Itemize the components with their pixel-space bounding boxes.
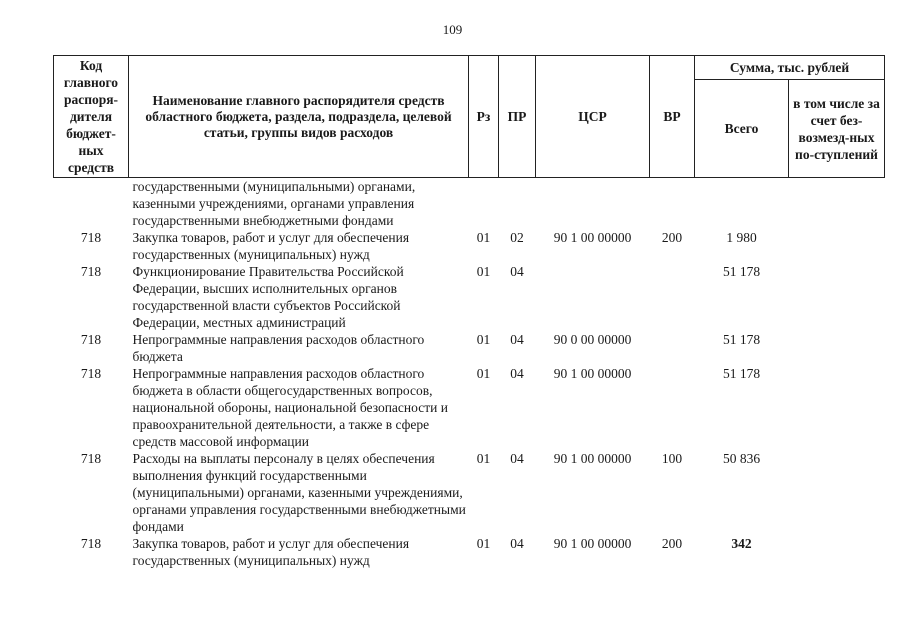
cell-total: 51 178 <box>722 264 761 279</box>
cell-incl <box>789 331 885 365</box>
cell-rz: 01 <box>476 451 491 466</box>
header-rz: Рз <box>469 56 499 178</box>
cell-total: 342 <box>731 536 752 551</box>
cell-csr <box>536 178 650 230</box>
cell-code: 718 <box>80 230 102 245</box>
cell-incl <box>789 365 885 450</box>
header-total: Всего <box>695 80 789 178</box>
cell-pr: 04 <box>510 332 524 347</box>
cell-total: 51 178 <box>722 332 761 347</box>
cell-vr <box>650 263 695 331</box>
table-row <box>54 331 885 365</box>
header-code: Код главного распоря-дителя бюджет-ных средств <box>54 56 129 178</box>
page-number: 109 <box>442 22 463 37</box>
table-row <box>54 178 885 230</box>
cell-vr: 100 <box>661 451 683 466</box>
cell-rz <box>469 178 499 230</box>
cell-rz: 01 <box>476 332 491 347</box>
cell-csr <box>536 263 650 331</box>
cell-code: 718 <box>80 366 102 381</box>
cell-pr: 04 <box>510 366 524 381</box>
table-row <box>54 450 885 535</box>
cell-name: Непрограммные направления расходов областного бюджета в области общегосударственных вопросов, национальной обороны, национальной безопасности и правоохранительной деятельности, а также в сфере средств массовой информации <box>132 366 448 449</box>
cell-vr: 200 <box>661 230 683 245</box>
cell-total <box>695 178 789 230</box>
cell-pr: 04 <box>510 536 524 551</box>
cell-rz: 01 <box>476 264 491 279</box>
cell-csr: 90 1 00 00000 <box>553 536 632 551</box>
cell-pr: 02 <box>510 230 524 245</box>
header-name: Наименование главного распорядителя средств областного бюджета, раздела, подраздела, целевой статьи, группы видов расходов <box>129 56 469 178</box>
table-row <box>54 365 885 450</box>
cell-rz: 01 <box>476 366 491 381</box>
header-incl: в том числе за счет без-возмезд-ных по-ступлений <box>789 80 885 178</box>
cell-code: 718 <box>80 451 102 466</box>
header-csr: ЦСР <box>536 56 650 178</box>
cell-name: Непрограммные направления расходов областного бюджета <box>132 332 425 364</box>
cell-total: 1 980 <box>726 230 757 245</box>
cell-rz: 01 <box>476 230 491 245</box>
cell-incl <box>789 263 885 331</box>
cell-csr: 90 0 00 00000 <box>553 332 632 347</box>
cell-code <box>54 178 129 230</box>
cell-total: 51 178 <box>722 366 761 381</box>
cell-code: 718 <box>80 332 102 347</box>
cell-rz: 01 <box>476 536 491 551</box>
cell-pr: 04 <box>510 451 524 466</box>
cell-name: Функционирование Правительства Российской Федерации, высших исполнительных органов государственной власти субъектов Российской Федерации, местных администраций <box>132 264 404 330</box>
cell-incl <box>789 450 885 535</box>
cell-name: государственными (муниципальными) органами, казенными учреждениями, органами управления государственными внебюджетными фондами <box>132 179 416 228</box>
cell-pr <box>499 178 536 230</box>
cell-vr: 200 <box>661 536 683 551</box>
cell-incl <box>789 178 885 230</box>
cell-name: Расходы на выплаты персоналу в целях обеспечения выполнения функций государственными (муниципальными) органами, казенными учреждениями, органами управления государственными внебюджетными фондами <box>132 451 466 534</box>
cell-csr: 90 1 00 00000 <box>553 451 632 466</box>
table-body <box>54 178 885 570</box>
cell-name: Закупка товаров, работ и услуг для обеспечения государственных (муниципальных) нужд <box>132 536 410 568</box>
cell-name: Закупка товаров, работ и услуг для обеспечения государственных (муниципальных) нужд <box>132 230 410 262</box>
table-row <box>54 535 885 569</box>
cell-total: 50 836 <box>722 451 761 466</box>
header-pr: ПР <box>499 56 536 178</box>
cell-incl <box>789 535 885 569</box>
cell-vr <box>650 365 695 450</box>
cell-code: 718 <box>80 536 102 551</box>
cell-code: 718 <box>80 264 102 279</box>
cell-csr: 90 1 00 00000 <box>553 366 632 381</box>
cell-incl <box>789 229 885 263</box>
cell-csr: 90 1 00 00000 <box>553 230 632 245</box>
table-row <box>54 263 885 331</box>
header-vr: ВР <box>650 56 695 178</box>
cell-vr <box>650 331 695 365</box>
table-row <box>54 229 885 263</box>
cell-pr: 04 <box>510 264 524 279</box>
cell-vr <box>650 178 695 230</box>
header-sum-group: Сумма, тыс. рублей <box>695 56 885 80</box>
table-header <box>54 56 885 178</box>
budget-table <box>53 55 885 569</box>
